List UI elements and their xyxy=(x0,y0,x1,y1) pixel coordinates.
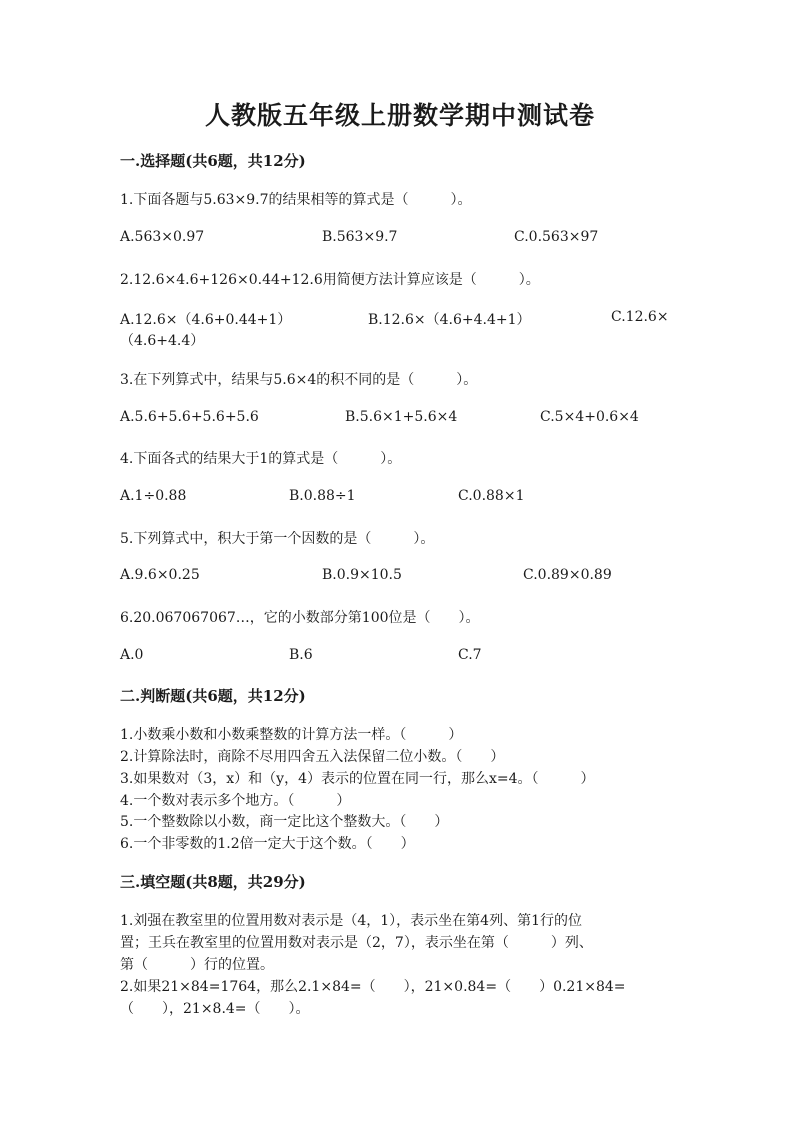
fill-blank-line: 第（ ）行的位置。 xyxy=(120,957,274,973)
judgment-item: 3.如果数对（3，x）和（y，4）表示的位置在同一行，那么x=4。（ ） xyxy=(120,771,595,787)
judgment-item: 2.计算除法时，商除不尽用四舍五入法保留二位小数。（ ） xyxy=(120,749,505,765)
option-a: A.0 xyxy=(120,647,144,663)
judgment-item: 6.一个非零数的1.2倍一定大于这个数。（ ） xyxy=(120,836,415,852)
option-a: A.12.6×（4.6+0.44+1） xyxy=(120,312,292,328)
judgment-item: 1.小数乘小数和小数乘整数的计算方法一样。（ ） xyxy=(120,727,463,743)
fill-blank-line: 1.刘强在教室里的位置用数对表示是（4，1），表示坐在第4列、第1行的位 xyxy=(120,913,582,929)
option-c: C.5×4+0.6×4 xyxy=(540,409,639,425)
option-b: B.0.9×10.5 xyxy=(322,567,402,583)
section-heading-choice: 一.选择题(共6题，共12分) xyxy=(120,152,306,170)
page-title: 人教版五年级上册数学期中测试卷 xyxy=(204,101,595,130)
fill-blank-line: （ ），21×8.4=（ ）。 xyxy=(120,1001,310,1017)
fill-blank-line: 置；王兵在教室里的位置用数对表示是（2，7），表示坐在第（ ）列、 xyxy=(120,935,593,951)
judgment-item: 4.一个数对表示多个地方。（ ） xyxy=(120,793,351,809)
question-4: 4.下面各式的结果大于1的算式是（ ）。 xyxy=(120,451,402,467)
section-heading-fill-blank: 三.填空题(共8题，共29分) xyxy=(120,873,306,891)
option-c: C.7 xyxy=(458,647,482,663)
option-b: B.6 xyxy=(289,647,313,663)
option-b: B.5.6×1+5.6×4 xyxy=(345,409,458,425)
option-c: C.0.563×97 xyxy=(514,229,599,245)
judgment-item: 5.一个整数除以小数，商一定比这个整数大。（ ） xyxy=(120,814,449,830)
section-heading-judgment: 二.判断题(共6题，共12分) xyxy=(120,687,306,705)
question-1: 1.下面各题与5.63×9.7的结果相等的算式是（ ）。 xyxy=(120,192,472,208)
option-b: B.12.6×（4.6+4.4+1） xyxy=(368,312,531,328)
question-5: 5.下列算式中，积大于第一个因数的是（ ）。 xyxy=(120,531,435,547)
option-a: A.1÷0.88 xyxy=(120,488,187,504)
option-c: C.0.88×1 xyxy=(458,488,525,504)
option-a: A.9.6×0.25 xyxy=(120,567,200,583)
fill-blank-line: 2.如果21×84=1764，那么2.1×84=（ ），21×0.84=（ ）0.21×84= xyxy=(120,979,626,995)
option-c-continued: （4.6+4.4） xyxy=(120,333,205,349)
option-a: A.5.6+5.6+5.6+5.6 xyxy=(120,409,259,425)
question-6: 6.20.067067067…，它的小数部分第100位是（ ）。 xyxy=(120,610,480,626)
option-c: C.0.89×0.89 xyxy=(523,567,612,583)
question-3: 3.在下列算式中，结果与5.6×4的积不同的是（ ）。 xyxy=(120,372,478,388)
question-2: 2.12.6×4.6+126×0.44+12.6用简便方法计算应该是（ ）。 xyxy=(120,272,540,288)
option-b: B.0.88÷1 xyxy=(289,488,356,504)
option-c: C.12.6× xyxy=(611,309,669,325)
option-b: B.563×9.7 xyxy=(322,229,398,245)
option-a: A.563×0.97 xyxy=(120,229,205,245)
